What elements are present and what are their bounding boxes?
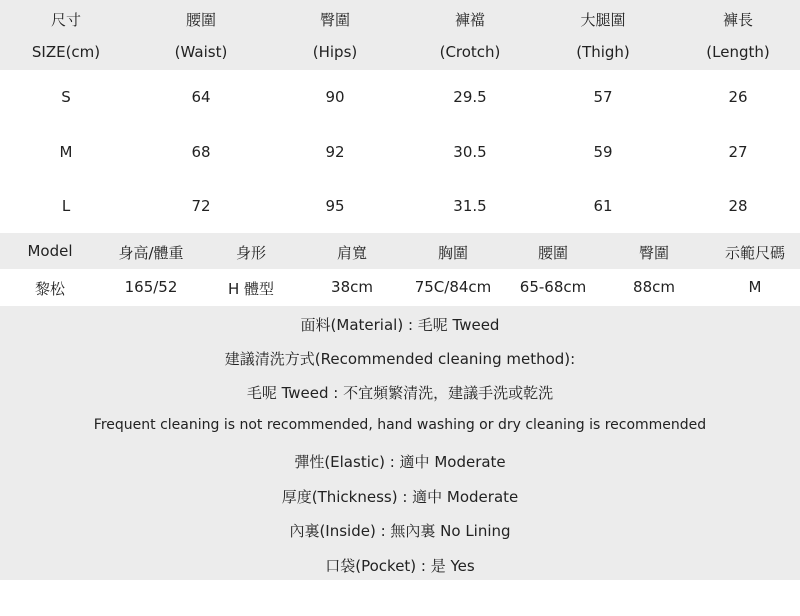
crotch-cell: 29.5 [453, 88, 487, 106]
hips-cell: 95 [325, 197, 345, 215]
model-hips: 88cm [633, 278, 675, 296]
thigh-cell: 59 [593, 143, 613, 161]
model-waist: 65-68cm [519, 278, 587, 296]
thigh-cell: 61 [593, 197, 613, 215]
size-cell: L [61, 197, 71, 215]
lining-line: 內裏(Inside) : 無內裏 No Lining [289, 522, 511, 540]
cleaning-method-heading: 建議清洗方式(Recommended cleaning method): [224, 350, 576, 368]
size-header-thigh-en: (Thigh) [576, 43, 630, 61]
size-cell: M [59, 143, 73, 161]
model-header-shoulder: 肩寬 [336, 244, 368, 262]
cleaning-method-en: Frequent cleaning is not recommended, hand washing or dry cleaning is recommended [93, 417, 707, 433]
pocket-line: 口袋(Pocket) : 是 Yes [325, 557, 475, 575]
size-header-hips: 臀圍 [319, 11, 351, 29]
waist-cell: 64 [191, 88, 211, 106]
size-header-thigh: 大腿圍 [580, 11, 626, 29]
model-header-body-shape: 身形 [235, 244, 267, 262]
model-header-hips: 臀圍 [638, 244, 670, 262]
length-cell: 26 [728, 88, 748, 106]
hips-cell: 92 [325, 143, 345, 161]
size-header-band [0, 0, 800, 70]
thigh-cell: 57 [593, 88, 613, 106]
crotch-cell: 30.5 [453, 143, 487, 161]
model-bust: 75C/84cm [414, 278, 492, 296]
elastic-line: 彈性(Elastic) : 適中 Moderate [294, 453, 506, 471]
size-header-size-en: SIZE(cm) [31, 43, 101, 61]
hips-cell: 90 [325, 88, 345, 106]
size-header-length-en: (Length) [706, 43, 770, 61]
length-cell: 27 [728, 143, 748, 161]
model-header-sample-size: 示範尺碼 [724, 244, 786, 262]
model-shoulder: 38cm [331, 278, 373, 296]
model-body-shape: H 體型 [227, 280, 275, 298]
size-header-length: 褲長 [722, 11, 754, 29]
model-sample-size: M [748, 278, 762, 296]
model-name: 黎松 [34, 280, 66, 298]
waist-cell: 68 [191, 143, 211, 161]
model-header-bust: 胸圍 [437, 244, 469, 262]
size-header-crotch: 褲襠 [454, 11, 486, 29]
size-header-hips-en: (Hips) [312, 43, 358, 61]
size-header-size: 尺寸 [50, 11, 82, 29]
crotch-cell: 31.5 [453, 197, 487, 215]
model-header-waist: 腰圍 [537, 244, 569, 262]
cleaning-method-cn: 毛呢 Tweed : 不宜頻繁清洗，建議手洗或乾洗 [246, 384, 554, 402]
model-height-weight: 165/52 [124, 278, 178, 296]
size-cell: S [61, 88, 71, 106]
waist-cell: 72 [191, 197, 211, 215]
model-header-model: Model [27, 242, 73, 260]
size-header-waist: 腰圍 [185, 11, 217, 29]
length-cell: 28 [728, 197, 748, 215]
size-header-crotch-en: (Crotch) [439, 43, 501, 61]
material-line: 面料(Material) : 毛呢 Tweed [300, 316, 500, 334]
size-header-waist-en: (Waist) [174, 43, 228, 61]
model-header-height-weight: 身高/體重 [118, 244, 184, 262]
thickness-line: 厚度(Thickness) : 適中 Moderate [281, 488, 519, 506]
